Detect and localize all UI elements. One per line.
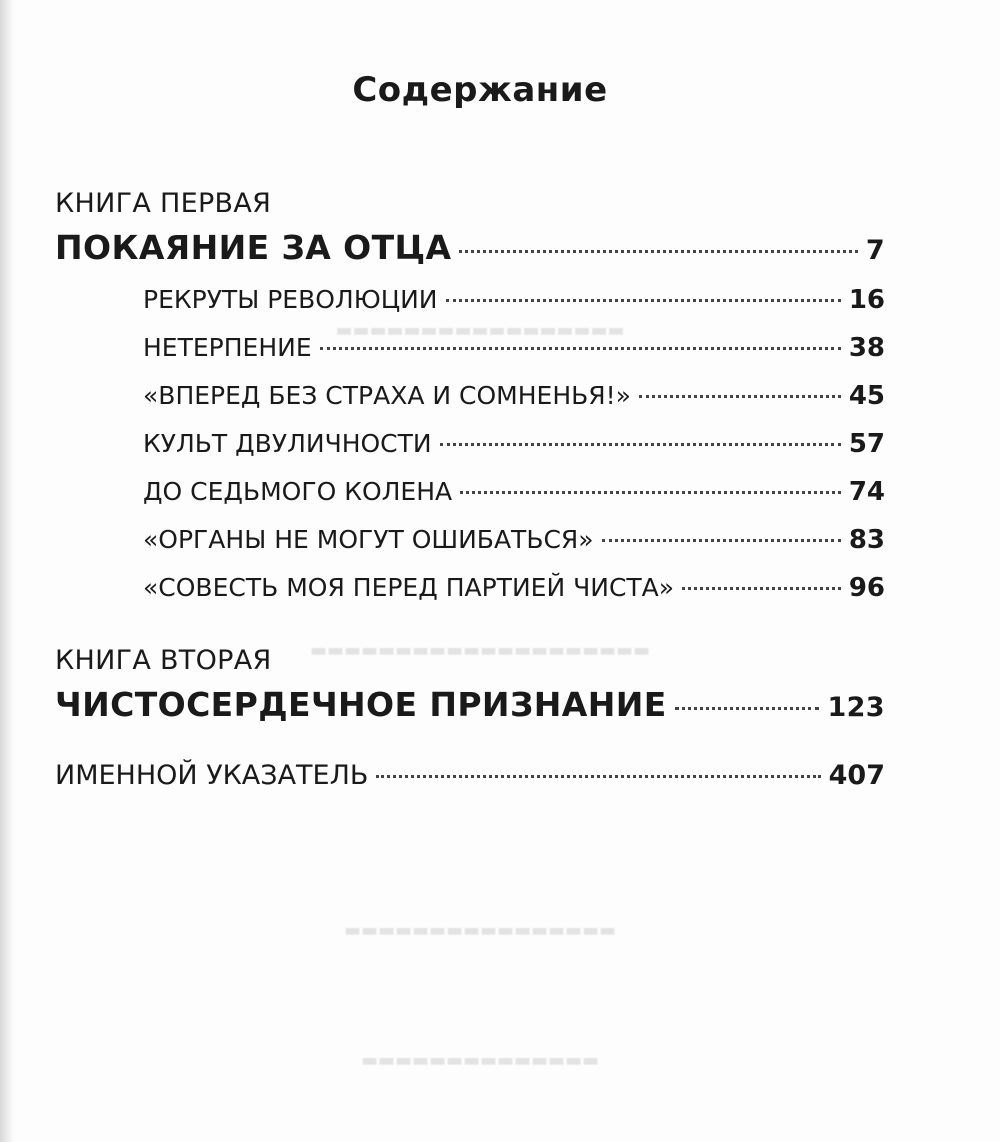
toc-entry-page: 74	[848, 477, 885, 507]
dot-leader	[460, 491, 841, 494]
toc-entry-page: 7	[865, 235, 885, 266]
toc-entry-chapter[interactable]	[143, 381, 885, 411]
dot-leader	[440, 443, 841, 446]
toc-entry-title: «ВПЕРЕД БЕЗ СТРАХА И СОМНЕНЬЯ!»	[143, 381, 631, 410]
show-through-texture: ▬▬▬▬▬▬▬▬▬▬▬▬▬▬▬▬▬	[335, 320, 625, 341]
toc-entry-page: 45	[848, 381, 885, 411]
show-through-texture: ▬▬▬▬▬▬▬▬▬▬▬▬▬▬▬▬▬▬▬▬	[309, 640, 651, 661]
toc-entry-title: «СОВЕСТЬ МОЯ ПЕРЕД ПАРТИЕЙ ЧИСТА»	[143, 573, 675, 602]
toc-entry-page: 16	[848, 285, 885, 315]
toc-entry-title: ДО СЕДЬМОГО КОЛЕНА	[143, 477, 453, 506]
toc-entry-title: РЕКРУТЫ РЕВОЛЮЦИИ	[143, 285, 438, 314]
dot-leader	[675, 707, 820, 710]
toc-entry-chapter[interactable]	[143, 285, 885, 315]
toc-entry-title: КУЛЬТ ДВУЛИЧНОСТИ	[143, 429, 432, 458]
toc-entry-chapter[interactable]	[143, 477, 885, 507]
show-through-texture: ▬▬▬▬▬▬▬▬▬▬▬▬▬▬	[360, 1050, 600, 1071]
page-title: Содержание	[352, 70, 608, 110]
page-edge-shadow	[0, 0, 14, 1142]
dot-leader	[446, 299, 841, 302]
toc-entry-page: 407	[828, 760, 885, 791]
book-two-label: КНИГА ВТОРАЯ	[55, 645, 272, 676]
dot-leader	[376, 775, 820, 778]
toc-entry-title: НЕТЕРПЕНИЕ	[143, 333, 312, 362]
show-through-texture: ▬▬▬▬▬▬▬▬▬▬▬▬▬▬▬▬	[343, 920, 617, 941]
toc-entry-page: 57	[848, 429, 885, 459]
toc-entry-page: 123	[827, 692, 885, 723]
toc-entry-index[interactable]	[55, 760, 885, 791]
dot-leader	[459, 250, 857, 253]
dot-leader	[639, 395, 841, 398]
toc-entry-chapter[interactable]	[143, 525, 885, 555]
toc-entry-chapter[interactable]	[143, 429, 885, 459]
toc-entry-chapter[interactable]	[143, 573, 885, 603]
dot-leader	[320, 347, 841, 350]
toc-entry-book-one[interactable]	[55, 228, 885, 267]
toc-entry-book-two[interactable]	[55, 685, 885, 724]
dot-leader	[602, 539, 841, 542]
toc-entry-chapter[interactable]	[143, 333, 885, 363]
toc-entry-page: 83	[848, 525, 885, 555]
toc-entry-page: 96	[848, 573, 885, 603]
toc-entry-title: «ОРГАНЫ НЕ МОГУТ ОШИБАТЬСЯ»	[143, 525, 594, 554]
toc-entry-title: ЧИСТОСЕРДЕЧНОЕ ПРИЗНАНИЕ	[55, 685, 667, 724]
toc-entry-page: 38	[848, 333, 885, 363]
toc-entry-title: ПОКАЯНИЕ ЗА ОТЦА	[55, 228, 452, 267]
toc-entry-title: ИМЕННОЙ УКАЗАТЕЛЬ	[55, 760, 369, 791]
dot-leader	[682, 587, 841, 590]
book-one-label: КНИГА ПЕРВАЯ	[55, 188, 272, 219]
